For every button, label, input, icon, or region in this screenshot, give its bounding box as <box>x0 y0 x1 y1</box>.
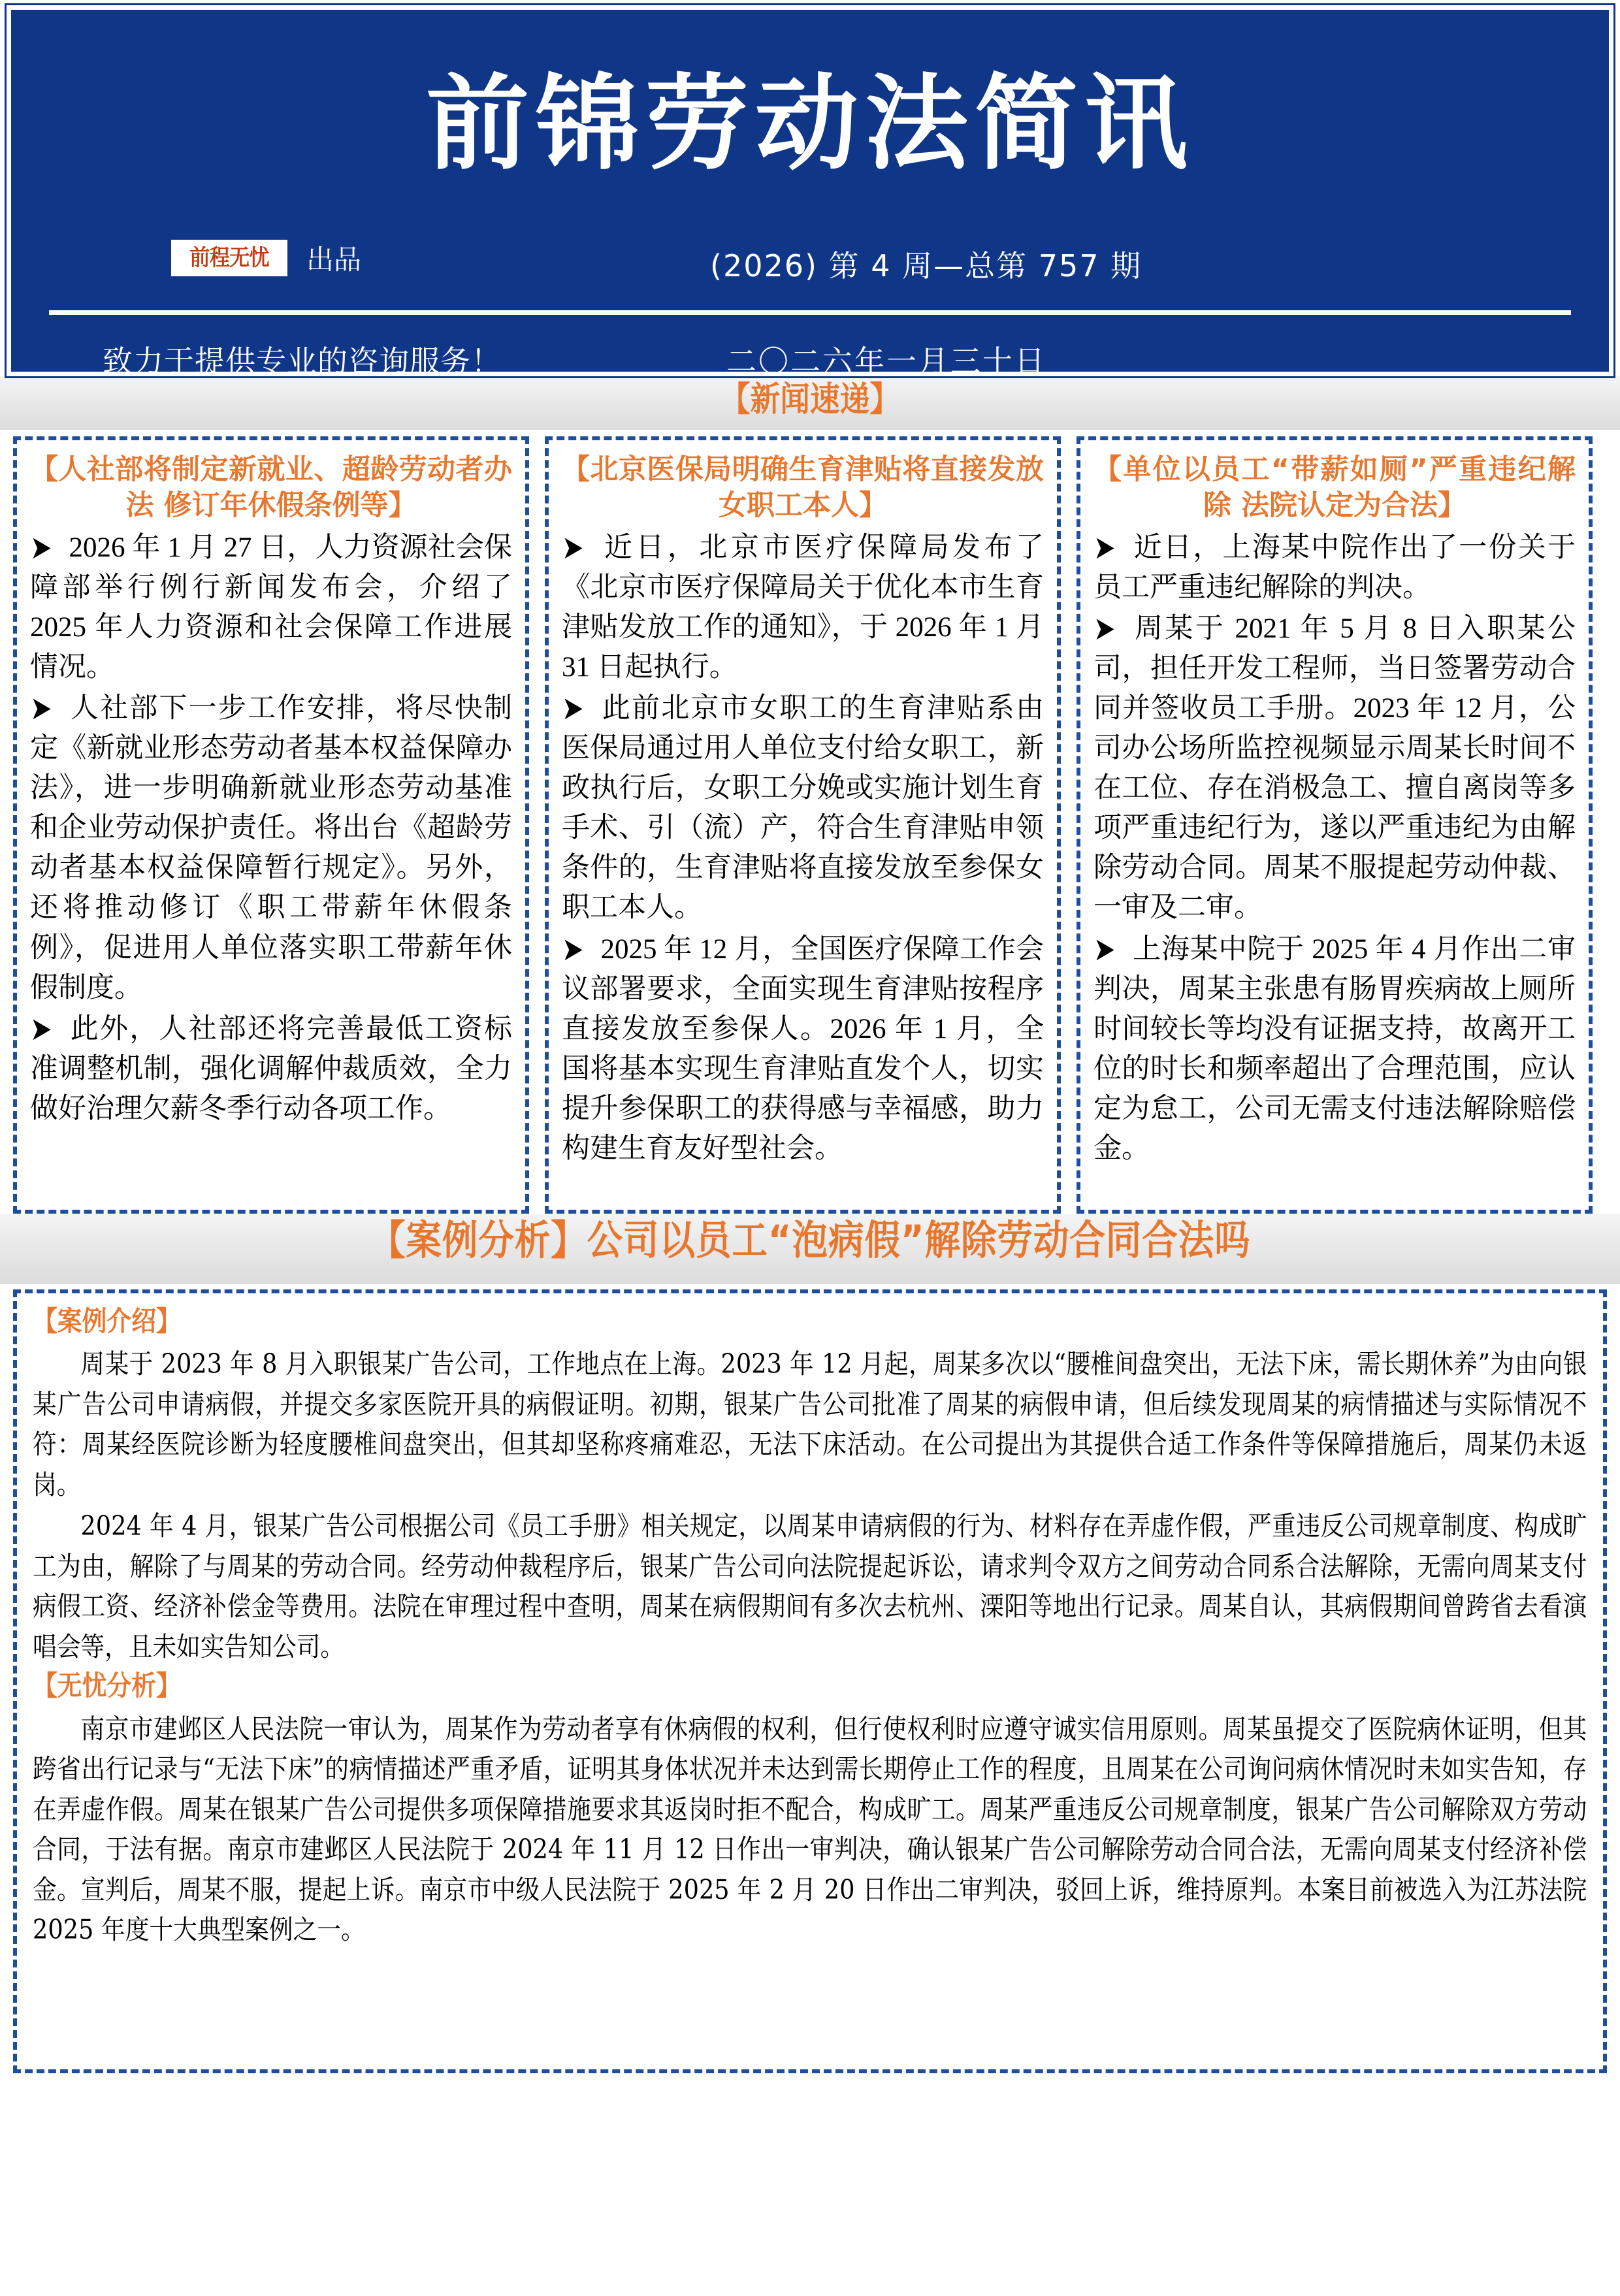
news-card-1-paragraph-1 <box>30 528 512 687</box>
brand-logo <box>171 240 287 276</box>
news-card-3-paragraph-2-text: 周某于 2021 年 5 月 8 日入职某公司，担任开发工程师，当日签署劳动合同并签收员工手册。2023 年 12 月，公司办公场所监控视频显示周某长时间不在工位、存在消极急工、擅自离岗等多项严重违纪行为，遂以严重违纪为由解除劳动合同。周某不服提起劳动仲裁、一审及二审。 <box>1094 613 1576 924</box>
news-card-3-paragraph-1 <box>1094 528 1576 607</box>
case-analysis-heading: 【无忧分析】 <box>33 1670 181 1702</box>
case-section-banner <box>0 1214 1620 1284</box>
news-card-1-paragraph-3 <box>30 1009 512 1129</box>
masthead-divider <box>49 310 1571 315</box>
news-card-3-paragraph-3 <box>1094 930 1576 1169</box>
news-card-2-paragraph-2-text: 此前北京市女职工的生育津贴系由医保局通过用人单位支付给女职工，新政执行后，女职工分娩或实施计划生育手术、引（流）产，符合生育津贴申领条件的，生育津贴将直接发放至参保女职工本人。 <box>562 693 1044 924</box>
case-analysis-paragraph-1: 南京市建邺区人民法院一审认为，周某作为劳动者享有休病假的权利，但行使权利时应遵守诚实信用原则。周某虽提交了医院病休证明，但其跨省出行记录与“无法下床”的病情描述严重矛盾，证明其身体状况并未达到需长期停止工作的程度，且周某在公司询问病休情况时未如实告知，存在弄虚作假。周某在银某广告公司提供多项保障措施要求其返岗时拒不配合，构成旷工。周某严重违反公司规章制度，银某广告公司解除双方劳动合同，于法有据。南京市建邺区人民法院于 2024 年 11 月 12 日作出一审判决，确认银某广告公司解除劳动合同合法，无需向周某支付经济补偿金。宣判后，周某不服，提起上诉。南京市中级人民法院于 2025 年 2 月 20 日作出二审判决，驳回上诉，维持原判。本案目前被选入为江苏法院 2025 年度十大典型案例之一。 <box>33 1713 1587 1946</box>
bullet-arrow-icon: ➤ <box>30 690 52 728</box>
case-section-label: 【案例分析】公司以员工“泡病假”解除劳动合同合法吗 <box>369 1216 1251 1264</box>
news-card-3 <box>1077 436 1593 1214</box>
issue-number: (2026) 第 4 周—总第 757 期 <box>710 248 1142 283</box>
news-card-2-paragraph-1-text: 近日，北京市医疗保障局发布了《北京市医疗保障局关于优化本市生育津贴发放工作的通知》，于 2026 年 1 月 31 日起执行。 <box>562 532 1044 683</box>
bullet-arrow-icon: ➤ <box>562 930 584 969</box>
news-card-1-title: 【人社部将制定新就业、超龄劳动者办法 修订年休假条例等】 <box>30 453 512 523</box>
bullet-arrow-icon: ➤ <box>1094 930 1116 969</box>
bullet-arrow-icon: ➤ <box>30 529 52 567</box>
bullet-arrow-icon: ➤ <box>562 529 584 567</box>
news-columns-container <box>0 430 1620 1214</box>
news-card-3-title: 【单位以员工“带薪如厕”严重违纪解除 法院认定为合法】 <box>1094 453 1576 523</box>
bullet-arrow-icon: ➤ <box>1094 529 1116 567</box>
case-intro-heading: 【案例介绍】 <box>33 1305 181 1337</box>
newsletter-title: 前锦劳动法简讯 <box>426 64 1194 184</box>
news-card-3-paragraph-2 <box>1094 609 1576 928</box>
case-section-container <box>0 1284 1620 2073</box>
masthead-banner <box>7 5 1613 379</box>
news-card-2 <box>545 436 1061 1214</box>
case-intro-paragraph-1: 周某于 2023 年 8 月入职银某广告公司，工作地点在上海。2023 年 12 月起，周某多次以“腰椎间盘突出，无法下床，需长期休养”为由向银某广告公司申请病假，并提交多家医院开具的病假证明。初期，银某广告公司批准了周某的病假申请，但后续发现周某的病情描述与实际情况不符：周某经医院诊断为轻度腰椎间盘突出，但其却坚称疼痛难忍，无法下床活动。在公司提出为其提供合适工作条件等保障措施后，周某仍未返岗。 <box>33 1348 1587 1500</box>
case-intro-paragraph-2: 2024 年 4 月，银某广告公司根据公司《员工手册》相关规定，以周某申请病假的行为、材料存在弄虚作假，严重违反公司规章制度、构成旷工为由，解除了与周某的劳动合同。经劳动仲裁程序后，银某广告公司向法院提起诉讼，请求判令双方之间劳动合同系合法解除，无需向周某支付病假工资、经济补偿金等费用。法院在审理过程中查明，周某在病假期间有多次去杭州、溧阳等地出行记录。周某自认，其病假期间曾跨省去看演唱会等，且未如实告知公司。 <box>33 1510 1587 1662</box>
bullet-arrow-icon: ➤ <box>562 690 584 728</box>
bullet-arrow-icon: ➤ <box>30 1010 52 1048</box>
news-card-3-paragraph-3-text: 上海某中院于 2025 年 4 月作出二审判决，周某主张患有肠胃疾病故上厕所时间较长等均没有证据支持，故离开工位的时长和频率超出了合理范围，应认定为怠工，公司无需支付违法解除赔偿金。 <box>1094 933 1576 1164</box>
news-card-2-paragraph-2 <box>562 688 1044 928</box>
news-card-2-paragraph-3 <box>562 930 1044 1169</box>
news-card-2-paragraph-1 <box>562 528 1044 687</box>
news-card-1-paragraph-3-text: 此外，人社部还将完善最低工资标准调整机制，强化调解仲裁质效，全力做好治理欠薪冬季行动各项工作。 <box>30 1013 512 1124</box>
masthead-meta-area <box>11 176 1609 391</box>
produced-by-label: 出品 <box>306 244 362 276</box>
news-card-2-paragraph-3-text: 2025 年 12 月，全国医疗保障工作会议部署要求，全面实现生育津贴按程序直接发放至参保人。2026 年 1 月，全国将基本实现生育津贴直发个人，切实提升参保职工的获得感与幸福感，助力构建生育友好型社会。 <box>562 933 1044 1164</box>
masthead-slogan: 致力于提供专业的咨询服务！ <box>103 344 502 379</box>
news-section-label: 【新闻速递】 <box>720 380 900 419</box>
brand-logo-text: 前程无忧 <box>189 245 269 271</box>
bullet-arrow-icon: ➤ <box>1094 610 1116 648</box>
case-card <box>13 1289 1607 2073</box>
news-card-3-paragraph-1-text: 近日，上海某中院作出了一份关于员工严重违纪解除的判决。 <box>1094 532 1576 604</box>
news-card-1-paragraph-2-text: 人社部下一步工作安排，将尽快制定《新就业形态劳动者基本权益保障办法》，进一步明确新就业形态劳动基准和企业劳动保护责任。将出台《超龄劳动者基本权益保障暂行规定》。另外，还将推动修订《职工带薪年休假条例》，促进用人单位落实职工带薪年休假制度。 <box>30 693 512 1003</box>
news-card-1-paragraph-2 <box>30 688 512 1007</box>
news-card-1 <box>13 436 529 1214</box>
news-card-1-paragraph-1-text: 2026 年 1 月 27 日，人力资源社会保障部举行例行新闻发布会，介绍了 2025 年人力资源和社会保障工作进展情况。 <box>30 532 512 683</box>
publication-date: 二〇二六年一月三十日 <box>726 344 1046 379</box>
news-card-2-title: 【北京医保局明确生育津贴将直接发放女职工本人】 <box>562 453 1044 523</box>
